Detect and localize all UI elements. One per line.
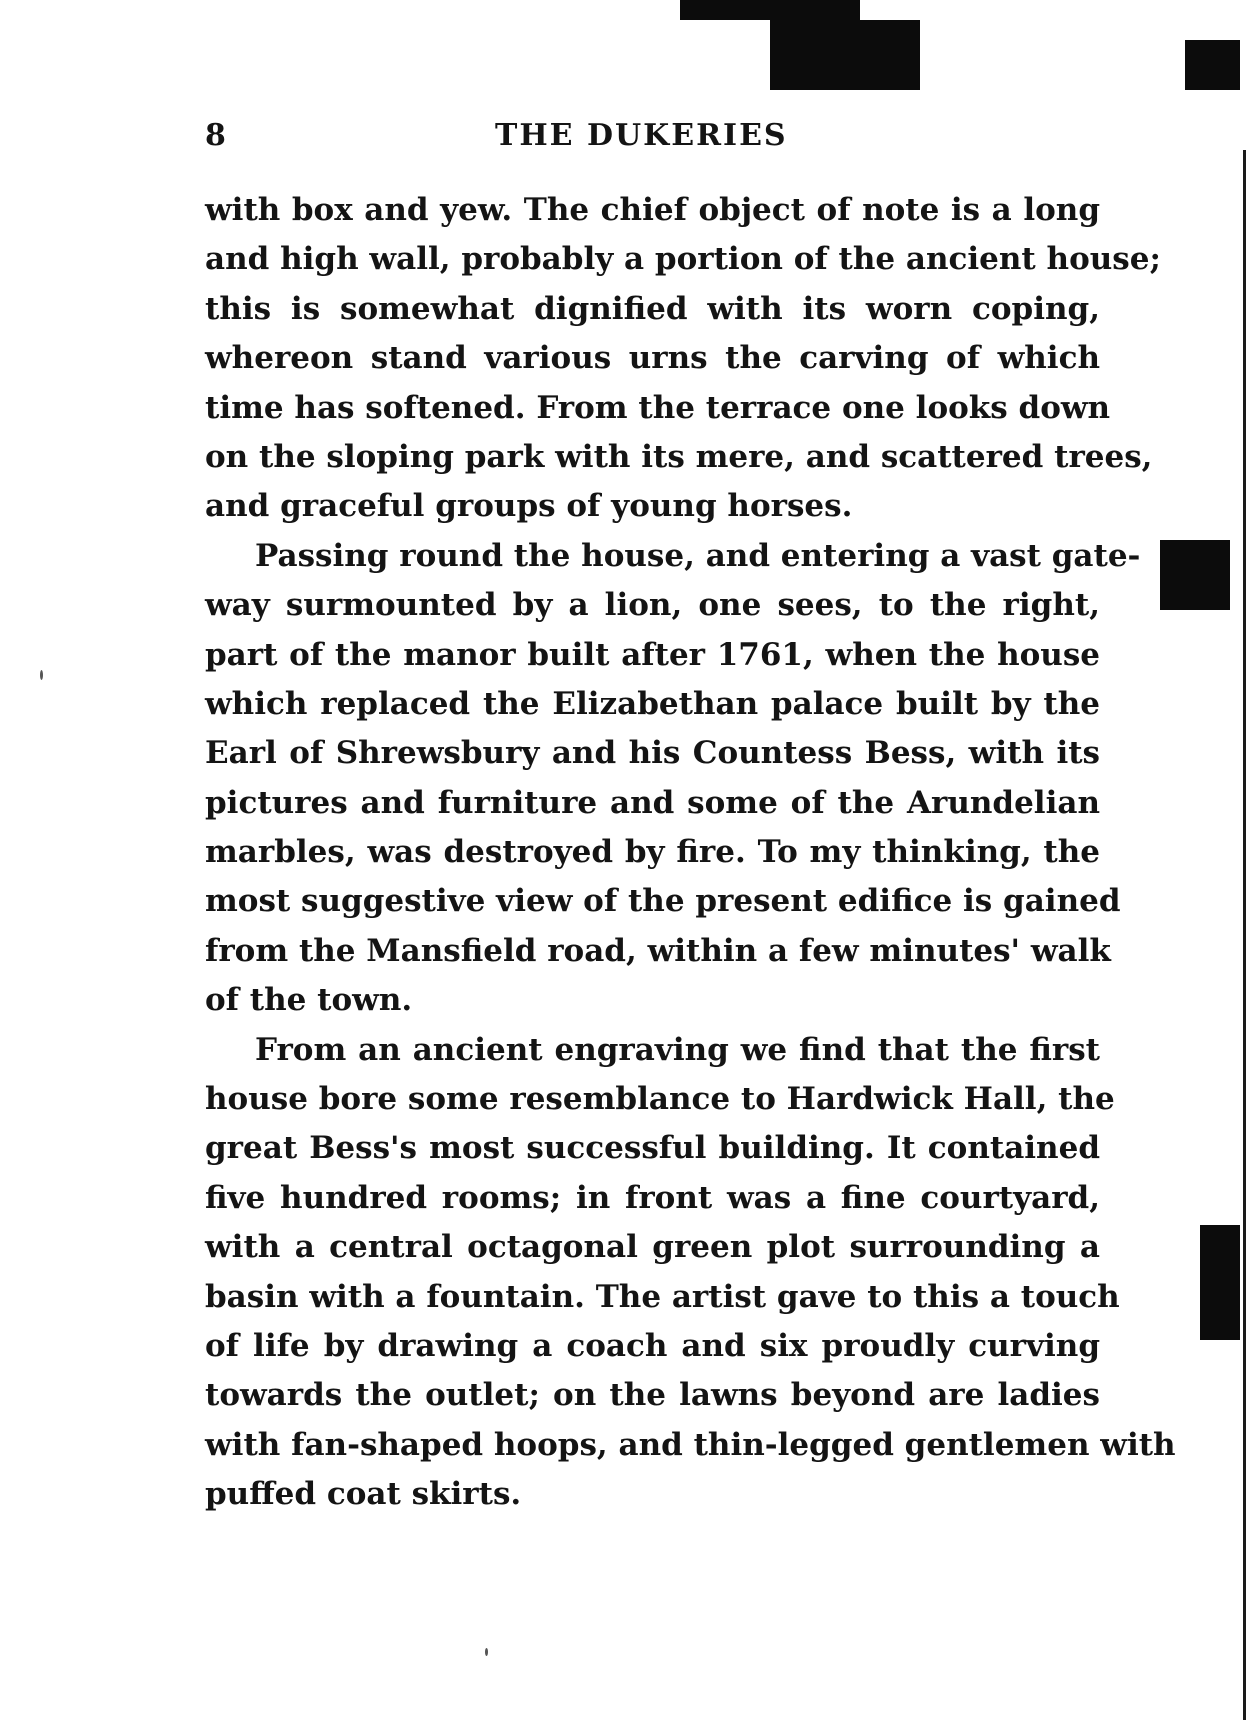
paragraph [205, 1026, 1176, 1520]
text-line: this is somewhat dignified with its worn coping, [205, 290, 1100, 327]
text-line: puffed coat skirts. [205, 1476, 522, 1513]
paragraph [205, 532, 1141, 1026]
text-line: house bore some resemblance to Hardwick Hall, the [205, 1081, 1115, 1118]
text-line: on the sloping park with its mere, and scattered trees, [205, 438, 1153, 475]
scan-blot-right-low [1200, 1225, 1240, 1340]
text-line: From an ancient engraving we find that the first [255, 1031, 1100, 1068]
text-line: with fan-shaped hoops, and thin-legged gentlemen with [205, 1426, 1176, 1463]
scan-speck [40, 670, 43, 680]
text-line: most suggestive view of the present edifice is gained [205, 883, 1121, 920]
running-head: THE DUKERIES [495, 118, 788, 153]
scan-blot-top-2 [770, 20, 920, 90]
text-line: and graceful groups of young horses. [205, 488, 853, 525]
page-number: 8 [205, 118, 226, 153]
text-line: of the town. [205, 982, 413, 1019]
text-line: with a central octagonal green plot surrounding a [205, 1229, 1100, 1266]
text-line: marbles, was destroyed by fire. To my thinking, the [205, 834, 1100, 871]
scan-blot-right-mid [1160, 540, 1230, 610]
text-line: five hundred rooms; in front was a fine courtyard, [205, 1179, 1100, 1216]
text-line: pictures and furniture and some of the Arundelian [205, 784, 1100, 821]
text-line: of life by drawing a coach and six proudly curving [205, 1327, 1100, 1364]
scan-blot-top [680, 0, 860, 20]
text-line: way surmounted by a lion, one sees, to the right, [205, 587, 1100, 624]
page-header [205, 118, 1100, 168]
scan-edge-line [1243, 150, 1246, 1720]
text-line: basin with a fountain. The artist gave to this a touch [205, 1278, 1120, 1315]
text-line: part of the manor built after 1761, when the house [205, 636, 1100, 673]
scan-blot-right-top [1185, 40, 1240, 90]
text-line: which replaced the Elizabethan palace built by the [205, 685, 1100, 722]
scan-speck [485, 1648, 488, 1656]
body-text [205, 186, 1176, 1520]
text-line: great Bess's most successful building. It contained [205, 1130, 1100, 1167]
text-line: and high wall, probably a portion of the ancient house; [205, 241, 1161, 278]
text-line: Earl of Shrewsbury and his Countess Bess, with its [205, 735, 1100, 772]
paragraph [205, 186, 1161, 532]
text-line: time has softened. From the terrace one looks down [205, 389, 1111, 426]
text-line: whereon stand various urns the carving of which [205, 340, 1100, 377]
text-line: towards the outlet; on the lawns beyond are ladies [205, 1377, 1100, 1414]
text-line: from the Mansfield road, within a few minutes' walk [205, 932, 1111, 969]
text-line: Passing round the house, and entering a vast gate- [255, 537, 1141, 574]
text-line: with box and yew. The chief object of note is a long [205, 192, 1100, 228]
